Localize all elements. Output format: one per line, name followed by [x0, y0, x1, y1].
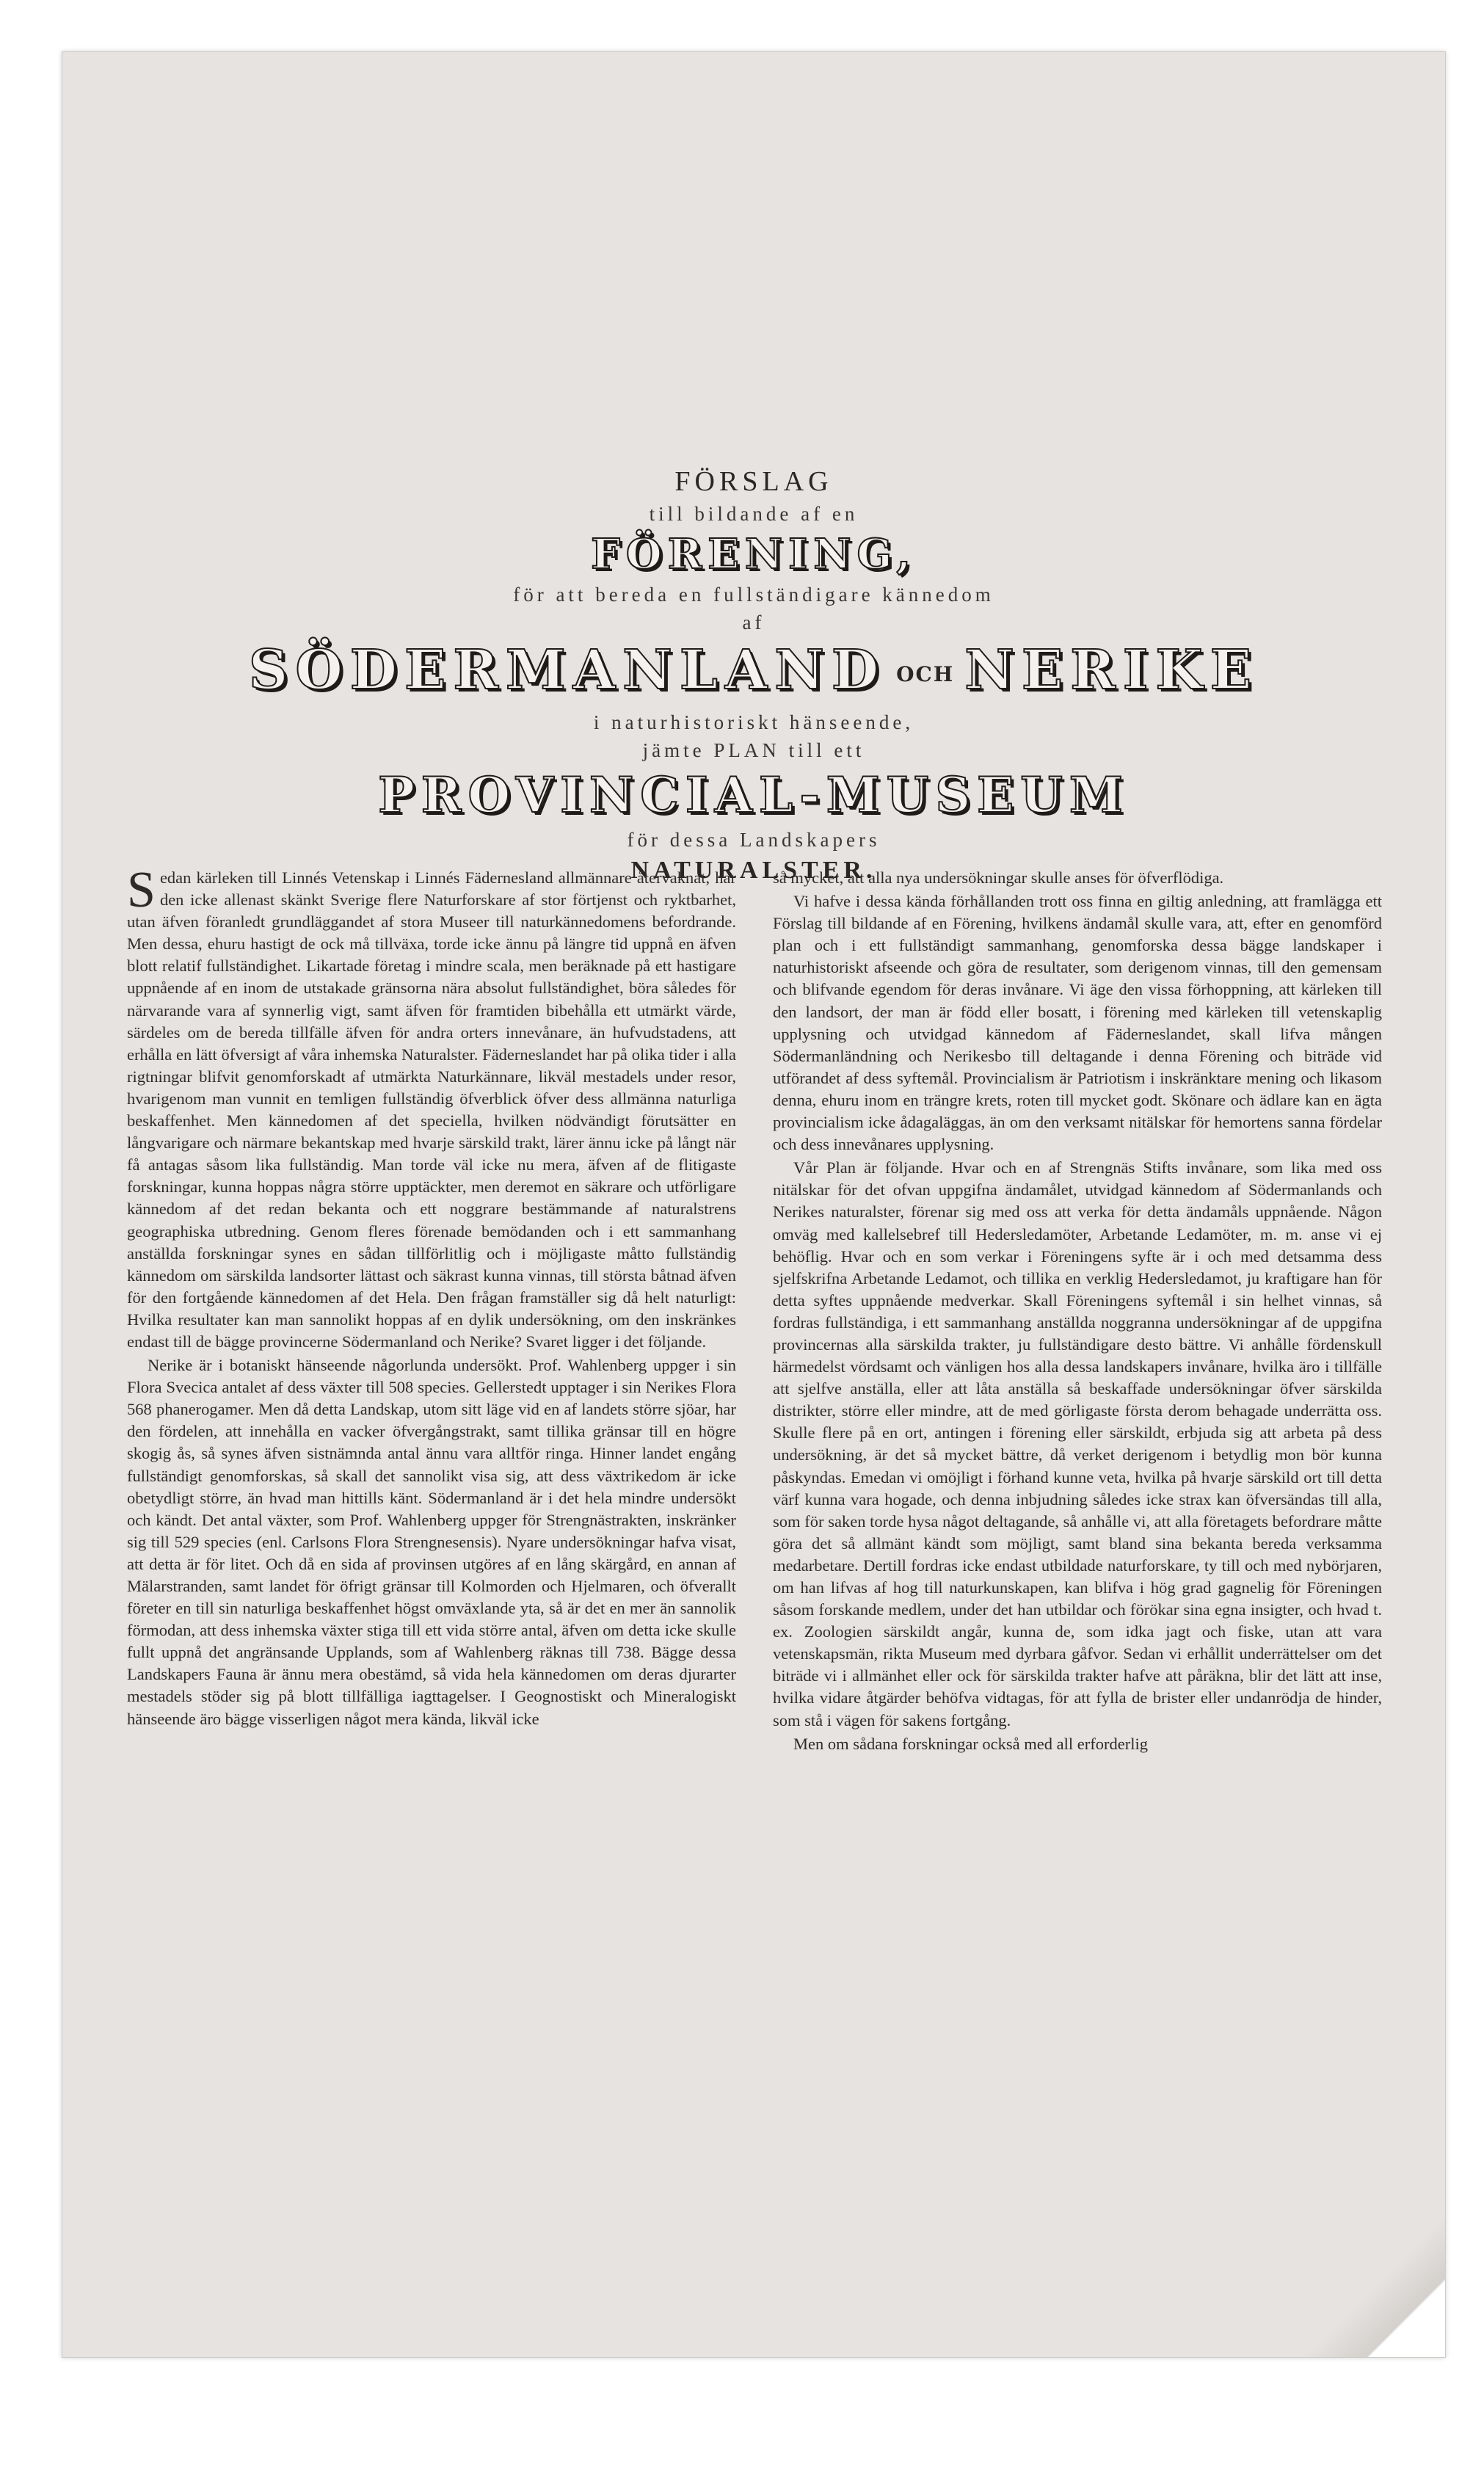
paragraph: Vår Plan är följande. Hvar och en af Strengnäs Stifts invånare, som lika med oss nitälskar för det ofvan uppgifna ändamålet, utvidgad kännedom af Södermanlands och Nerikes naturalster, förenar sig med oss att verka för detta ändamåls uppnående. Någon omväg med kallelsebref till Hedersledamöter, Arbetande Ledamöter, m. m. anse vi ej behöflig. Hvar och en som verkar i Föreningens syfte är i och med detsamma dess sjelfskrifna Arbetande Ledamot, och tillika en verklig Hedersledamot, ju kraftigare han för detta syftes uppnående medverkar. Skall Föreningens syftemål i sin helhet vinnas, så fordras fullständiga, i ett sammanhang anställda noggranna undersökningar af de uppgifna provincernas alla särskilda trakter, ju fullständigare desto bättre. Vi anhålle fördenskull härmedelst vördsamt och vänligen hos alla dessa landskapers invånare, hvilka äro i tillfälle att sjelfve anställa, eller att låta anställa så beskaffade undersökningar öfver särskilda distrikter, större eller mindre, att de med görligaste första derom behagade underrätta oss. Skulle flere på en ort, antingen i förening eller särskildt, erbjuda sig att arbeta på dess undersökning, är det så mycket bättre, då verket derigenom i betydlig mon bör kunna påskyndas. Emedan vi omöjligt i förhand kunne veta, hvilka på hvarje särskild ort till detta värf kunna vara hogade, och denna inbjudning således icke strax kan öfversändas till alla, som för saken torde hysa något deltagande, så anhålle vi, att alla företagets befordrare måtte göra det så allmänt kändt som möjligt, samt bland sina bekanta bereda verksamma medarbetare. Dertill fordras icke endast utbildade naturforskare, ty till och med nybörjaren, om han lifvas af hog till naturkunskapen, kan blifva i hög grad gagnelig för Föreningen såsom forskande medlem, under det han utbildar och förökar sina egna insigter, och hvad t. ex. Zoologien särskildt angår, kunna de, som idka jagt och fiske, utan att vara vetenskapsmän, rikta Museum med dyrbara gåfvor. Sedan vi erhållit underrättelser om det biträde vi i allmänhet eller ock för särskilda trakter hafve att påräkna, blir det lätt att inse, hvilka vidare åtgärder behöfva vidtagas, för att fylla de brister eller undanrödja de hinder, som stå i vägen för sakens fortgång.: [773, 1158, 1382, 1730]
heading-region-2: NERIKE: [964, 639, 1259, 702]
document-sheet: [62, 51, 1446, 2358]
heading-line-5: jämte PLAN till ett: [642, 738, 865, 761]
paragraph: Men om sådana forskningar också med all erforderlig: [793, 1734, 1148, 1753]
heading-region-1: SÖDERMANLAND: [248, 639, 887, 702]
body-columns: [127, 862, 1382, 2210]
paragraph: Sedan kärleken till Linnés Vetenskap i Linnés Fädernesland allmännare återvaknat, har den icke allenast skänkt Sverige flere Naturforskare af stor förtjenst och ryktbarhet, utan äfven föranledt grundläggandet af stora Museer till naturkännedomens befordrande. Men dessa, ehuru hastigt de ock må tillväxa, torde icke ännu på längre tid uppnå en äfven blott relatif fullständighet. Likartade företag i mindre scala, men beräknade på ett hastigare uppnående af en inom de utstakade gränsorna nära absolut fullständighet, böra således för närvarande vara af synnerlig vigt, samt äfven för framtiden bibehålla ett utmärkt värde, särdeles om de bereda tillfälle äfven för andra orters innevånare, än hufvudstadens, att erhålla en lätt öfversigt af våra inhemska Naturalster. Fäderneslandet har på olika tider i alla rigtningar blifvit genomforskadt af utmärkta Naturkännare, likväl mestadels under resor, hvarigenom man vunnit en temligen fullständig öfverblick öfver dess allmänna naturliga beskaffenhet. Men kännedomen af det speciella, hvilken nödvändigt förutsätter en långvarigare och närmare bekantskap med hvarje särskild trakt, lärer ännu icke på långt när få antagas såsom lika fullständig. Man torde väl icke nu mera, äfven af de flitigaste forskningar, kunna hoppas några större upptäckter, men deremot en säkrare och utförligare kännedom af det redan bekanta och ett noggrare bestämmande af naturalstrens geographiska utbredning. Genom fleres förenade bemödanden och i ett sammanhang anställda forskningar synes en sådan tillförlitlig och i möjligaste måtto fullständig kännedom om särskilda landsorter lättast och säkrast kunna vinnas, till största båtnad äfven för den fortgående kännedomen af det Hela. Den frågan framställer sig då helt naturligt: Hvilka resultater kan man sannolikt hoppas af en dylik undersökning, om den inskränkes endast till de bägge provincerne Södermanland och Nerike? Svaret ligger i det följande.: [127, 862, 736, 1351]
heading-line-4: i naturhistoriskt hänseende,: [593, 711, 914, 733]
heading-line-6: för dessa Landskapers: [627, 828, 881, 851]
paragraph: så mycket, att alla nya undersökningar skulle anses för öfverflödiga.: [773, 868, 1224, 887]
heading-line-3: af: [742, 611, 765, 634]
heading-naturalster: NATURALSTER.: [630, 856, 877, 884]
left-column: [127, 862, 736, 2210]
title-block: [62, 463, 1445, 888]
heading-och: OCH: [896, 661, 955, 686]
right-column: [773, 867, 1382, 2210]
heading-line-1: till bildande af en: [649, 503, 859, 525]
page-curl: [1276, 2210, 1445, 2357]
heading-forening: FÖRENING,: [591, 530, 917, 578]
heading-forslag: FÖRSLAG: [674, 466, 833, 497]
heading-line-2: för att bereda en fullständigare kännedom: [513, 584, 994, 606]
paragraph: Vi hafve i dessa kända förhållanden trott oss finna en giltig anledning, att framlägga ett Förslag till bildande af en Förening, hvilkens ändamål skulle vara, att, efter en genomförd plan och i ett fullständigt sammanhang, genomforska dessa bägge landskaper i naturhistoriskt afseende och göra de resultater, som derigenom vinnas, till den gemensam och blifvande egendom för deras invånare. Vi äge den vissa förhoppning, att kärleken till den landsort, der man är född eller bosatt, i förening med kärleken till vetenskaplig upplysning och utvidgad kännedom af Fäderneslandet, skall lifva mången Södermanländning och Nerikesbo till deltagande i denna Förening och biträde vid utförandet af dess syftemål. Provincialism är Patriotism i inskränktare mening och likasom denna, ehuru inom en trängre krets, roten till mycket godt. Skönare och ädlare kan en ägta provincialism icke ådagaläggas, än om den verksamt nitälskar för hemortens sanna fördelar och dess innevånares upplysning.: [773, 892, 1382, 1154]
heading-museum: PROVINCIAL-MUSEUM: [378, 766, 1130, 824]
drop-cap: S: [127, 862, 156, 918]
paragraph: Nerike är i botaniskt hänseende någorlunda undersökt. Prof. Wahlenberg uppger i sin Flora Svecica antalet af dess växter till 508 species. Gellerstedt upptager i sin Nerikes Flora 568 phanerogamer. Men då detta Landskap, utom sitt läge vid en af landets större sjöar, har den fördelen, att innehålla en vacker öfvergångstrakt, samt tillika gränsar till en högre skogig ås, så synes äfven sistnämnda antal ännu vara alltför ringa. Hinner landet engång fullständigt genomforskas, så skall det sannolikt visa sig, att dess växtrikedom är icke obetydligt större, än hvad man hittills känt. Södermanland är i det hela mindre undersökt och kändt. Det antal växter, som Prof. Wahlenberg uppger för Strengnästrakten, inskränker sig till 529 species (enl. Carlsons Flora Strengnesensis). Nyare undersökningar hafva visat, att detta är för litet. Och då en sida af provinsen utgöres af en lång skärgård, en annan af Mälarstranden, samt landet för öfrigt gränsar till Kolmorden och Hjelmaren, och öfverallt företer en till sin naturliga beskaffenhet högst omväxlande yta, så är det en mer än sannolik förmodan, att dess inhemska växter stiga till ett vida större antal, äfven om detta icke skulle fullt uppnå det angränsande Upplands, som af Wahlenberg räknas till 738. Bägge dessa Landskapers Fauna är ännu mera obestämd, så vida hela kännedomen om deras djurarter mestadels stöder sig på blott tillfälliga iagttagelser. I Geognostiskt och Mineralogiskt hänseende äro bägge visserligen något mera kända, likväl icke: [127, 1356, 736, 1728]
heading-regions: [62, 636, 1445, 708]
